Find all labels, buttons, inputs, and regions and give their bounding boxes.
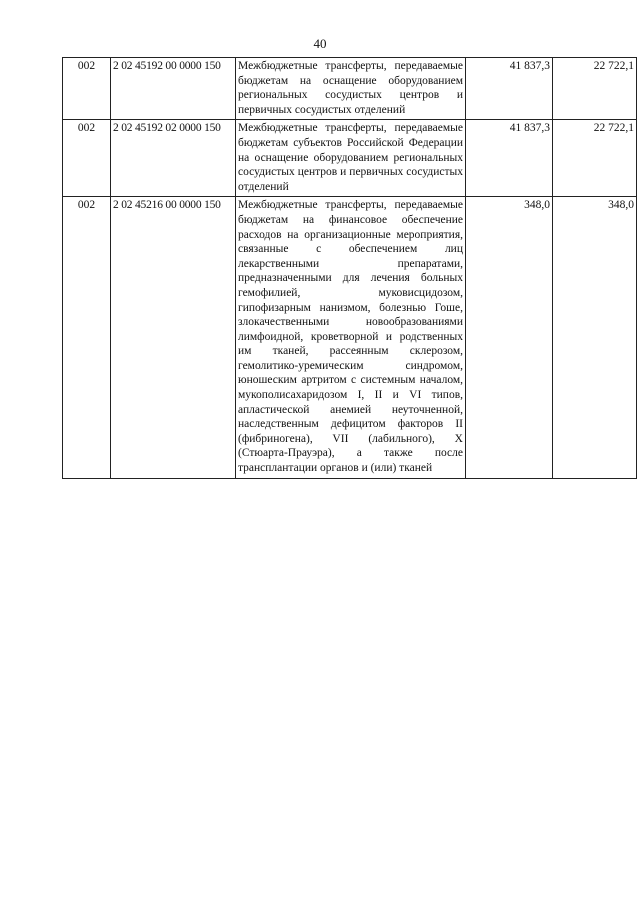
amount-year-1-cell: 348,0 (466, 197, 553, 478)
budget-code-cell: 2 02 45192 00 0000 150 (111, 58, 236, 120)
amount-year-2-cell: 22 722,1 (553, 120, 637, 197)
budget-code-cell: 2 02 45216 00 0000 150 (111, 197, 236, 478)
table-row (63, 197, 637, 478)
amount-year-1-cell: 41 837,3 (466, 58, 553, 120)
table-row (63, 120, 637, 197)
amount-year-2-cell: 348,0 (553, 197, 637, 478)
budget-table (62, 57, 637, 479)
admin-code-cell: 002 (63, 120, 111, 197)
page-number: 40 (313, 36, 327, 51)
amount-year-1-cell: 41 837,3 (466, 120, 553, 197)
revenue-name-cell: Межбюджетные трансферты, передаваемые бюджетам на оснащение оборудованием региональных сосудистых центров и первичных сосудистых отделений (236, 58, 466, 120)
admin-code-cell: 002 (63, 197, 111, 478)
amount-year-2-cell: 22 722,1 (553, 58, 637, 120)
revenue-name-cell: Межбюджетные трансферты, передаваемые бюджетам на финансовое обеспечение расходов на организационные мероприятия, связанные с обеспечением лиц лекарственными препаратами, предназначенными для лечения больных гемофилией, муковисцидозом, гипофизарным нанизмом, болезнью Гоше, злокачественными новообразованиями лимфоидной, кроветворной и родственных им тканей, рассеянным склерозом, гемолитико-уремическим синдромом, юношеским артритом с системным началом, мукополисахаридозом I, II и VI типов, апластической анемией неуточненной, наследственным дефицитом факторов II (фибриногена), VII (лабильного), X (Стюарта-Прауэра), а также после трансплантации органов и (или) тканей (236, 197, 466, 478)
budget-code-cell: 2 02 45192 02 0000 150 (111, 120, 236, 197)
revenue-name-cell: Межбюджетные трансферты, передаваемые бюджетам субъектов Российской Федерации на оснащение оборудованием региональных сосудистых центров и первичных сосудистых отделений (236, 120, 466, 197)
admin-code-cell: 002 (63, 58, 111, 120)
table-row (63, 58, 637, 120)
